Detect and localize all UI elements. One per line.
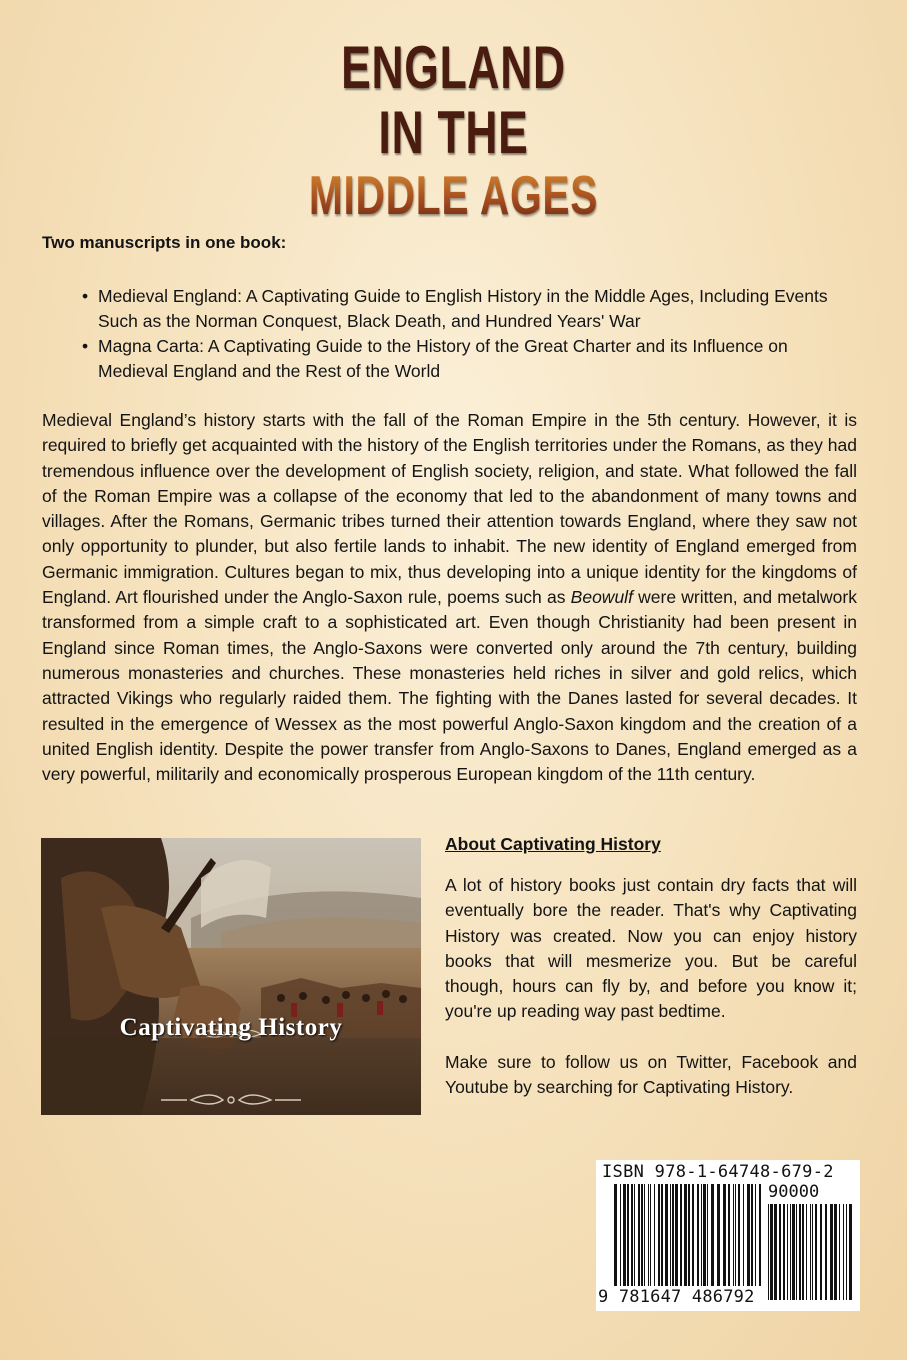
barcode-bar — [703, 1184, 706, 1286]
isbn-number: ISBN 978-1-64748-679-2 — [602, 1162, 834, 1182]
barcode-bar — [743, 1184, 744, 1286]
barcode-bar — [738, 1184, 740, 1286]
description-paragraph — [42, 408, 857, 787]
barcode-bar — [692, 1184, 694, 1286]
barcode-bar — [717, 1184, 720, 1286]
about-paragraph-1: A lot of history books just contain dry facts that will eventually bore the reader. That's why Captivating History was created. Now you can enjoy history books that will mesmerize you. But be careful though, hours can fly by, and before you know it; you're up reading way past bedtime. — [445, 875, 857, 1022]
barcode-bar — [799, 1204, 801, 1300]
barcode-bar — [654, 1184, 655, 1286]
barcode-bar — [728, 1184, 730, 1286]
list-item — [80, 334, 860, 384]
barcode-bar — [755, 1184, 756, 1286]
barcode-bar — [839, 1204, 840, 1300]
title-line-1: ENGLAND — [341, 34, 566, 101]
bullet-icon: • — [82, 336, 89, 356]
barcode-bar — [661, 1184, 663, 1286]
isbn-barcode — [596, 1160, 860, 1311]
barcode-bar — [820, 1204, 822, 1300]
barcode-bar — [697, 1184, 699, 1286]
barcode-bar — [675, 1184, 678, 1286]
list-item-text: Magna Carta: A Captivating Guide to the History of the Great Charter and its Influence on Medieval England and the Rest of the World — [98, 336, 788, 381]
barcode-bar — [648, 1184, 649, 1286]
barcode-bar — [701, 1184, 702, 1286]
barcode-bar — [825, 1204, 827, 1300]
description-part-1: Medieval England’s history starts with the fall of the Roman Empire in the 5th century. However, it is required to briefly get acquainted with the history of the English territories under the Romans, as they had tremendous influence over the development of English society, religion, and state. What followed the fall of the Roman Empire was a collapse of the economy that led to the abandonment of many towns and villages. After the Romans, Germanic tribes turned their attention towards England, where they saw not only opportunity to plunder, but also fertile lands to inhabit. The new identity of England emerged from Germanic immigration. Cultures began to mix, thus developing into a unique identity for the kingdoms of England. Art flourished under the Anglo-Saxon rule, poems such as — [42, 410, 857, 608]
barcode-bar — [849, 1204, 852, 1300]
barcode-bar — [688, 1184, 690, 1286]
barcode-bars-main — [614, 1184, 762, 1286]
list-item-text: Medieval England: A Captivating Guide to English History in the Middle Ages, Including Events Such as the Norman Conquest, Black Death, and Hundred Years' War — [98, 286, 828, 331]
barcode-bar — [684, 1184, 687, 1286]
barcode-bar — [774, 1204, 777, 1300]
barcode-bar — [658, 1184, 660, 1286]
about-section — [445, 833, 857, 1125]
about-heading: About Captivating History — [445, 834, 661, 854]
barcode-bar — [634, 1184, 635, 1286]
barcode-bar — [672, 1184, 674, 1286]
title-line-3: MIDDLE AGES — [118, 168, 789, 223]
barcode-bar — [790, 1204, 791, 1300]
book-title — [0, 34, 907, 226]
barcode-bar — [810, 1204, 811, 1300]
barcode-bar — [680, 1184, 682, 1286]
barcode-bar — [638, 1184, 640, 1286]
barcode-bar — [623, 1184, 626, 1286]
barcode-bar — [614, 1184, 617, 1286]
barcode-bar — [735, 1184, 736, 1286]
barcode-bar — [843, 1204, 844, 1300]
title-line-2: IN THE — [378, 99, 529, 166]
barcode-digits: 9 781647 486792 — [598, 1287, 755, 1307]
barcode-bar — [806, 1204, 807, 1300]
intro-heading: Two manuscripts in one book: — [42, 233, 287, 252]
barcode-bar — [670, 1184, 671, 1286]
barcode-bar — [641, 1184, 643, 1286]
barcode-bars-addon — [768, 1204, 852, 1300]
manuscript-list — [80, 284, 860, 384]
barcode-bar — [631, 1184, 633, 1286]
description-part-2: were written, and metalwork transformed from a simple craft to a sophisticated art. Even though Christianity had been present in England since Roman times, the Anglo-Saxons were converted only around the 7th century, building numerous monasteries and churches. These monasteries held riches in silver and gold relics, which attracted Vikings who regularly raided them. The fighting with the Danes lasted for several decades. It resulted in the emergence of Wessex as the most powerful Anglo-Saxon kingdom and the creation of a united English identity. Despite the power transfer from Anglo-Saxons to Danes, England emerged as a very powerful, militarily and economically prosperous European kingdom of the 11th century. — [42, 587, 857, 785]
barcode-bar — [792, 1204, 795, 1300]
barcode-bar — [796, 1204, 797, 1300]
barcode-bar — [846, 1204, 847, 1300]
barcode-bar — [733, 1184, 734, 1286]
description-italic-title: Beowulf — [570, 587, 633, 608]
barcode-bar — [812, 1204, 813, 1300]
barcode-bar — [787, 1204, 788, 1300]
barcode-bar — [834, 1204, 837, 1300]
barcode-bar — [768, 1204, 769, 1300]
brand-logo-text: Captivating History — [119, 1014, 343, 1041]
barcode-bar — [711, 1184, 714, 1286]
barcode-bar — [751, 1184, 753, 1286]
brand-illustration — [41, 838, 421, 1115]
barcode-addon-number: 90000 — [768, 1182, 820, 1202]
barcode-bar — [620, 1184, 621, 1286]
barcode-bar — [815, 1204, 817, 1300]
barcode-bar — [650, 1184, 651, 1286]
list-item — [80, 284, 860, 334]
barcode-bar — [644, 1184, 645, 1286]
barcode-bar — [802, 1204, 804, 1300]
barcode-bar — [779, 1204, 781, 1300]
bullet-icon: • — [82, 286, 89, 306]
barcode-bar — [665, 1184, 668, 1286]
barcode-bar — [830, 1204, 833, 1300]
barcode-bar — [627, 1184, 629, 1286]
barcode-bar — [759, 1184, 761, 1286]
barcode-bar — [707, 1184, 708, 1286]
barcode-bar — [783, 1204, 785, 1300]
battle-scene-image — [41, 838, 421, 1115]
about-paragraph-2: Make sure to follow us on Twitter, Facebook and Youtube by searching for Captivating History. — [445, 1051, 857, 1098]
barcode-bar — [747, 1184, 750, 1286]
barcode-bar — [770, 1204, 773, 1300]
barcode-bar — [723, 1184, 726, 1286]
